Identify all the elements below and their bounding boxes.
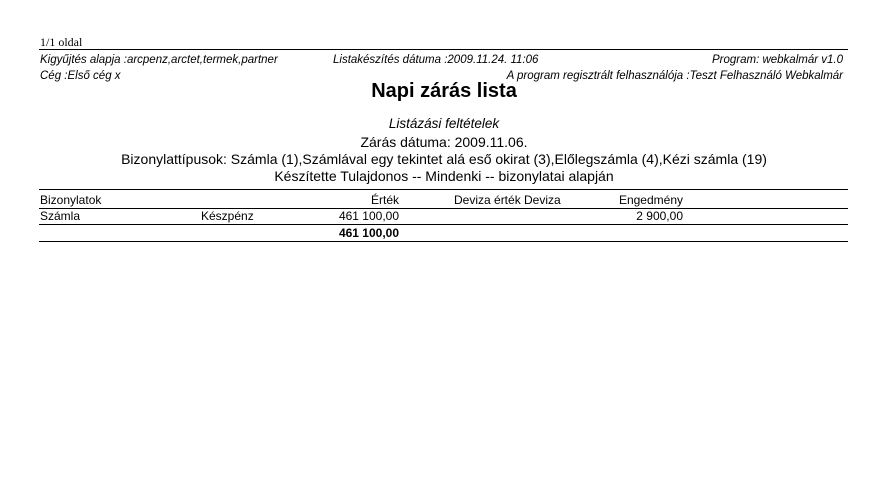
document-types: Bizonylattípusok: Számla (1),Számlával egy tekintet alá eső okirat (3),Előlegszámla (4),Kézi számla (19) bbox=[121, 151, 767, 167]
col-fx-value: Deviza érték bbox=[454, 193, 521, 207]
row-discount: 2 900,00 bbox=[636, 209, 683, 223]
row-value: 461 100,00 bbox=[338, 209, 399, 223]
col-value: Érték bbox=[370, 193, 399, 207]
collection-basis: Kigyűjtés alapja :arcpenz,arctet,termek,partner bbox=[40, 54, 278, 66]
company-name: Cég :Első cég x bbox=[40, 70, 121, 82]
table-top-rule bbox=[39, 189, 848, 190]
page-counter: 1/1 oldal bbox=[40, 35, 83, 49]
col-currency: Deviza bbox=[524, 193, 561, 207]
row-payment: Készpénz bbox=[201, 209, 254, 223]
list-date: Listakészítés dátuma :2009.11.24. 11:06 bbox=[333, 54, 539, 66]
prepared-by: Készítette Tulajdonos -- Mindenki -- bizonylatai alapján bbox=[274, 168, 614, 184]
total-rule bbox=[39, 224, 848, 225]
registered-user: A program regisztrált felhasználója :Teszt Felhasználó Webkalmár bbox=[506, 70, 843, 82]
col-documents: Bizonylatok bbox=[40, 193, 102, 207]
row-document: Számla bbox=[40, 209, 81, 223]
total-value: 461 100,00 bbox=[338, 226, 399, 240]
header-top-rule bbox=[39, 49, 848, 50]
table-bottom-rule bbox=[39, 241, 848, 242]
program-name: Program: webkalmár v1.0 bbox=[711, 54, 843, 66]
closing-date: Zárás dátuma: 2009.11.06. bbox=[360, 134, 528, 150]
col-discount: Engedmény bbox=[618, 193, 683, 207]
report-title: Napi zárás lista bbox=[371, 80, 517, 102]
criteria-heading: Listázási feltételek bbox=[388, 116, 500, 131]
header-bottom-rule bbox=[39, 208, 848, 209]
